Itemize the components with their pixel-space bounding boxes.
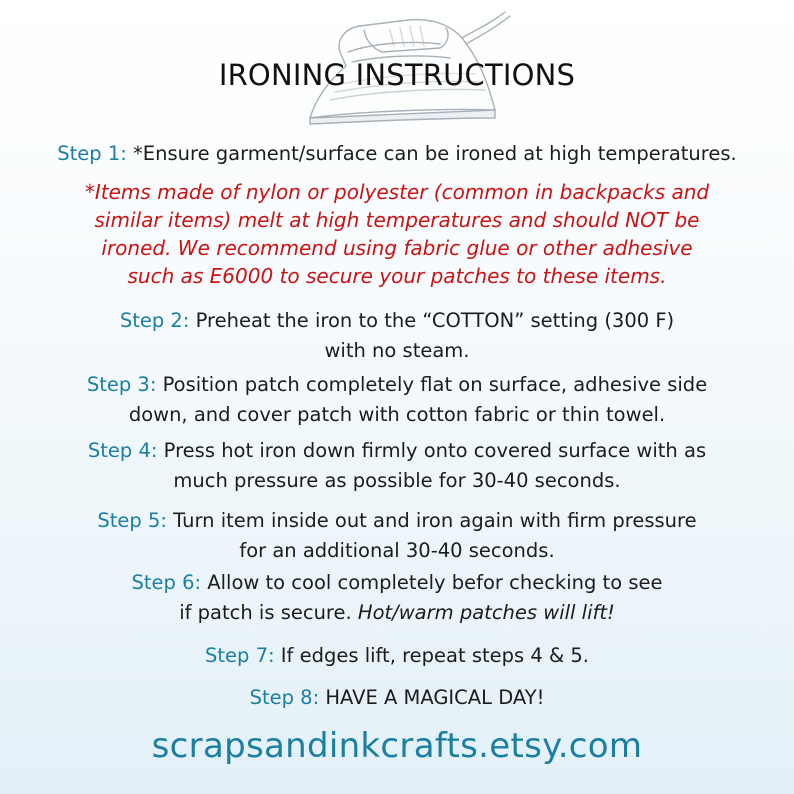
step-3-text-line2: down, and cover patch with cotton fabric or thin towel. <box>128 403 666 426</box>
warning-line: ironed. We recommend using fabric glue or other adhesive <box>101 236 693 260</box>
warning-line: such as E6000 to secure your patches to these items. <box>127 264 667 288</box>
step-2-label: Step 2: <box>119 309 190 332</box>
step-3 <box>0 370 794 430</box>
step-6 <box>0 568 794 628</box>
step-5 <box>0 506 794 566</box>
step-5-label: Step 5: <box>97 509 167 532</box>
step-1-label: Step 1: <box>57 142 127 165</box>
step-1 <box>0 139 794 169</box>
step-8-text: HAVE A MAGICAL DAY! <box>325 686 545 709</box>
step-7-text: If edges lift, repeat steps 4 & 5. <box>280 644 589 667</box>
step-6-label: Step 6: <box>131 571 202 594</box>
step-2 <box>0 306 794 366</box>
warning-line: similar items) melt at high temperatures and should NOT be <box>94 208 700 232</box>
step-8 <box>0 683 794 713</box>
step-4 <box>0 436 794 496</box>
step-8-label: Step 8: <box>249 686 320 709</box>
step-6-text-line2: if patch is secure. <box>179 601 352 624</box>
step-3-text-line1: Position patch completely flat on surface, adhesive side <box>162 373 708 396</box>
step-4-label: Step 4: <box>87 439 158 462</box>
step-6-emphasis: Hot/warm patches will lift! <box>357 601 615 624</box>
step-2-text-line1: Preheat the iron to the “COTTON” setting (300 F) <box>195 309 675 332</box>
step-2-text-line2: with no steam. <box>324 339 470 362</box>
warning-line: *Items made of nylon or polyester (common in backpacks and <box>84 180 710 204</box>
step-3-label: Step 3: <box>86 373 157 396</box>
nylon-warning <box>0 178 794 290</box>
step-5-text-line2: for an additional 30-40 seconds. <box>239 539 555 562</box>
step-7 <box>0 641 794 671</box>
step-1-text: *Ensure garment/surface can be ironed at high temperatures. <box>133 142 737 165</box>
step-6-text-line1: Allow to cool completely befor checking to see <box>207 571 663 594</box>
step-4-text-line2: much pressure as possible for 30-40 seconds. <box>173 469 621 492</box>
step-4-text-line1: Press hot iron down firmly onto covered surface with as <box>163 439 707 462</box>
shop-url[interactable]: scrapsandinkcrafts.etsy.com <box>151 726 643 766</box>
step-5-text-line1: Turn item inside out and iron again with firm pressure <box>173 509 697 532</box>
step-7-label: Step 7: <box>204 644 275 667</box>
page-title: IRONING INSTRUCTIONS <box>218 58 576 92</box>
